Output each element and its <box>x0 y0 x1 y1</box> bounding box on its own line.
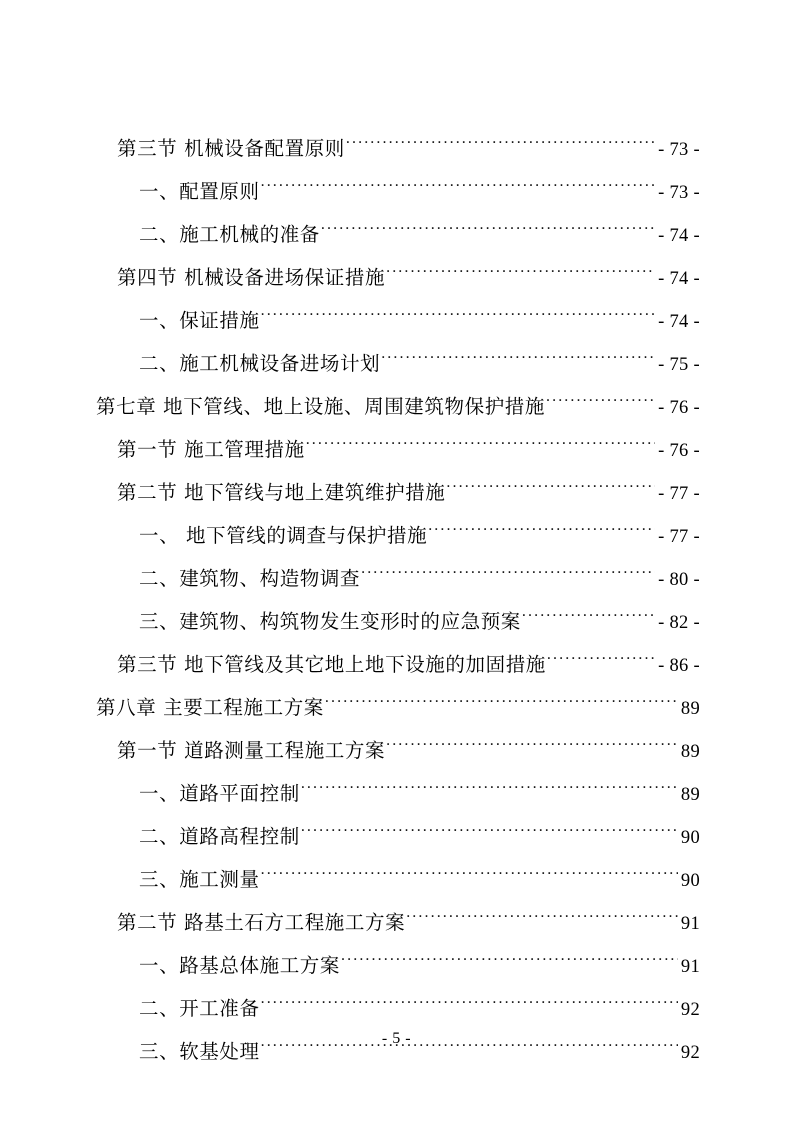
page-footer-number: - 5 - <box>381 1030 412 1047</box>
toc-dot-leader <box>428 499 655 542</box>
toc-dot-leader <box>321 198 655 241</box>
toc-entry[interactable] <box>0 972 793 1020</box>
toc-entry-title: 第一节 施工管理措施 <box>117 438 305 461</box>
toc-entry-page-number: - 74 - <box>658 226 700 246</box>
toc-dot-leader <box>547 628 655 671</box>
toc-entry-page-number: - 75 - <box>658 355 700 375</box>
toc-entry-title: 三、建筑物、构筑物发生变形时的应急预案 <box>139 610 521 633</box>
toc-dot-leader <box>341 929 678 972</box>
toc-entry-page-number: - 73 - <box>658 140 700 160</box>
toc-entry-page-number: 89 <box>680 742 700 762</box>
toc-entry-title: 二、建筑物、构造物调查 <box>139 567 361 590</box>
toc-entry-title: 第四节 机械设备进场保证措施 <box>117 266 386 289</box>
toc-entry-page-number: - 76 - <box>658 441 700 461</box>
toc-dot-leader <box>346 112 655 155</box>
toc-entry[interactable] <box>0 800 793 848</box>
toc-entry-page-number: 90 <box>680 871 700 891</box>
toc-entry-title: 三、软基处理 <box>139 1040 260 1063</box>
toc-entry-title: 一、道路平面控制 <box>139 782 300 805</box>
toc-dot-leader <box>546 370 655 413</box>
toc-dot-leader <box>361 542 655 585</box>
toc-entry-title: 第三节 机械设备配置原则 <box>117 137 345 160</box>
toc-entry-page-number: - 80 - <box>658 570 700 590</box>
toc-dot-leader <box>306 413 655 456</box>
toc-entry-title: 一、路基总体施工方案 <box>139 954 341 977</box>
toc-dot-leader <box>261 972 678 1015</box>
toc-entry-page-number: - 82 - <box>658 613 700 633</box>
toc-entry-page-number: 91 <box>680 914 700 934</box>
toc-dot-leader <box>261 843 678 886</box>
toc-dot-leader <box>386 714 678 757</box>
toc-dot-leader <box>386 241 655 284</box>
toc-entry-page-number: 89 <box>680 785 700 805</box>
toc-entry-page-number: - 77 - <box>658 484 700 504</box>
toc-entry[interactable] <box>0 112 793 160</box>
toc-entry-page-number: 89 <box>680 699 700 719</box>
toc-entry-title: 第三节 地下管线及其它地上地下设施的加固措施 <box>117 653 546 676</box>
toc-entry-title: 二、道路高程控制 <box>139 825 300 848</box>
toc-entry-page-number: 91 <box>680 957 700 977</box>
toc-entry-title: 一、保证措施 <box>139 309 260 332</box>
toc-entry-title: 一、配置原则 <box>139 180 260 203</box>
toc-dot-leader <box>301 800 678 843</box>
toc-dot-leader <box>325 671 678 714</box>
table-of-contents <box>0 112 793 1063</box>
toc-entry-title: 二、施工机械设备进场计划 <box>139 352 381 375</box>
toc-dot-leader <box>261 284 656 327</box>
toc-entry-title: 三、施工测量 <box>139 868 260 891</box>
toc-dot-leader <box>261 155 656 198</box>
toc-entry-page-number: - 86 - <box>658 656 700 676</box>
toc-entry-title: 一、 地下管线的调查与保护措施 <box>139 524 428 547</box>
toc-entry[interactable] <box>0 886 793 934</box>
toc-dot-leader <box>522 585 655 628</box>
toc-entry-page-number: 90 <box>680 828 700 848</box>
toc-entry-title: 第七章 地下管线、地上设施、周围建筑物保护措施 <box>96 395 545 418</box>
toc-entry-title: 二、开工准备 <box>139 997 260 1020</box>
toc-entry[interactable] <box>0 843 793 891</box>
toc-entry-page-number: - 76 - <box>658 398 700 418</box>
toc-entry-page-number: 92 <box>680 1043 700 1063</box>
toc-dot-leader <box>381 327 655 370</box>
toc-entry-page-number: 92 <box>680 1000 700 1020</box>
toc-entry-page-number: - 74 - <box>658 312 700 332</box>
toc-entry-title: 第二节 地下管线与地上建筑维护措施 <box>117 481 446 504</box>
toc-entry-title: 第一节 道路测量工程施工方案 <box>117 739 386 762</box>
toc-dot-leader <box>446 456 655 499</box>
toc-entry-page-number: - 73 - <box>658 183 700 203</box>
toc-entry-page-number: - 74 - <box>658 269 700 289</box>
toc-entry-title: 第八章 主要工程施工方案 <box>96 696 324 719</box>
toc-dot-leader <box>406 886 678 929</box>
toc-entry-page-number: - 77 - <box>658 527 700 547</box>
toc-dot-leader <box>301 757 678 800</box>
toc-entry-title: 二、施工机械的准备 <box>139 223 320 246</box>
toc-entry-title: 第二节 路基土石方工程施工方案 <box>117 911 406 934</box>
